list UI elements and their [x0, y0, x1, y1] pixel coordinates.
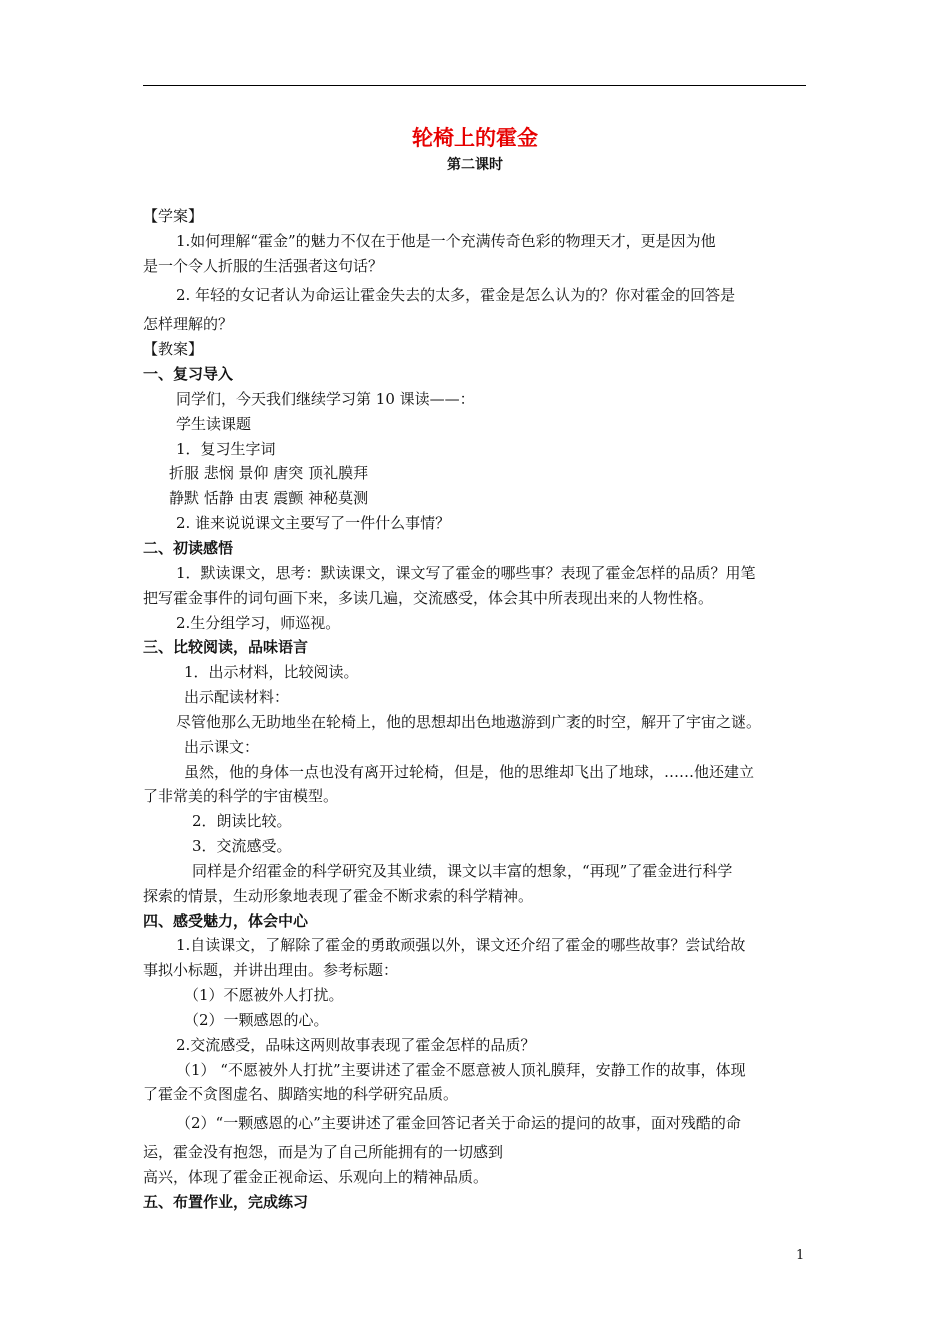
- s2-line-3: 2.生分组学习，师巡视。: [176, 614, 341, 632]
- s3-line-5: 虽然，他的身体一点也没有离开过轮椅，但是，他的思维却飞出了地球，……他还建立: [184, 763, 755, 781]
- section-4-heading: 四、感受魅力，体会中心: [143, 912, 309, 930]
- s3-line-6: 了非常美的科学的宇宙模型。: [143, 787, 339, 805]
- page-number: 1: [796, 1248, 805, 1263]
- s1-words-row-1: 折服 悲悯 景仰 唐突 顶礼膜拜: [169, 464, 369, 482]
- s4-line-1: 1.自读课文，了解除了霍金的勇敢顽强以外，课文还介绍了霍金的哪些故事？尝试给故: [176, 936, 746, 954]
- s3-line-3: 尽管他那么无助地坐在轮椅上，他的思想却出色地遨游到广袤的时空，解开了宇宙之谜。: [176, 713, 762, 731]
- s4-line-7: 了霍金不贪图虚名、脚踏实地的科学研究品质。: [143, 1085, 459, 1103]
- page-title: 轮椅上的霍金: [412, 126, 538, 150]
- page-subtitle: 第二课时: [447, 157, 503, 173]
- xuean-q2-line1: 2. 年轻的女记者认为命运让霍金失去的太多，霍金是怎么认为的？你对霍金的回答是: [176, 286, 736, 304]
- jiaoan-label: 【教案】: [143, 340, 204, 358]
- xuean-label: 【学案】: [143, 207, 204, 225]
- s3-line-2: 出示配读材料：: [184, 688, 290, 706]
- xuean-q2-line2: 怎样理解的？: [143, 315, 234, 333]
- s4-line-5: 2.交流感受，品味这两则故事表现了霍金怎样的品质？: [176, 1036, 536, 1054]
- section-5-heading: 五、布置作业，完成练习: [143, 1193, 309, 1211]
- s3-line-10: 探索的情景，生动形象地表现了霍金不断求索的科学精神。: [143, 887, 534, 905]
- section-3-heading: 三、比较阅读，品味语言: [143, 638, 309, 656]
- s4-line-6: （1） “不愿被外人打扰”主要讲述了霍金不愿意被人顶礼膜拜，安静工作的故事，体现: [176, 1061, 746, 1079]
- s1-line-4: 2. 谁来说说课文主要写了一件什么事情？: [176, 514, 451, 532]
- s2-line-1: 1．默读课文，思考：默读课文，课文写了霍金的哪些事？表现了霍金怎样的品质？用笔: [176, 564, 756, 582]
- s4-line-10: 高兴，体现了霍金正视命运、乐观向上的精神品质。: [143, 1168, 489, 1186]
- xuean-q1-line1: 1.如何理解“霍金”的魅力不仅在于他是一个充满传奇色彩的物理天才，更是因为他: [176, 232, 716, 250]
- s4-line-4: （2）一颗感恩的心。: [184, 1011, 329, 1029]
- xuean-q1-line2: 是一个令人折服的生活强者这句话？: [143, 257, 384, 275]
- s1-words-row-2: 静默 恬静 由衷 震颤 神秘莫测: [169, 489, 369, 507]
- s3-line-7: 2．朗读比较。: [192, 812, 292, 830]
- s2-line-2: 把写霍金事件的词句画下来，多读几遍，交流感受，体会其中所表现出来的人物性格。: [143, 589, 714, 607]
- section-1-heading: 一、复习导入: [143, 365, 234, 383]
- header-rule: [143, 85, 806, 86]
- s1-line-3: 1．复习生字词: [176, 440, 276, 458]
- section-2-heading: 二、初读感悟: [143, 539, 234, 557]
- s3-line-1: 1．出示材料，比较阅读。: [184, 663, 359, 681]
- s4-line-3: （1）不愿被外人打扰。: [184, 986, 344, 1004]
- s3-line-8: 3．交流感受。: [192, 837, 292, 855]
- s3-line-9: 同样是介绍霍金的科学研究及其业绩，课文以丰富的想象，“再现”了霍金进行科学: [192, 862, 733, 880]
- s4-line-9: 运，霍金没有抱怨，而是为了自己所能拥有的一切感到: [143, 1143, 504, 1161]
- s4-line-2: 事拟小标题，并讲出理由。参考标题：: [143, 961, 399, 979]
- s1-line-2: 学生读课题: [176, 415, 252, 433]
- s3-line-4: 出示课文：: [184, 738, 260, 756]
- s1-line-1: 同学们，今天我们继续学习第 10 课读——：: [176, 390, 475, 408]
- s4-line-8: （2）“一颗感恩的心”主要讲述了霍金回答记者关于命运的提问的故事，面对残酷的命: [176, 1114, 741, 1132]
